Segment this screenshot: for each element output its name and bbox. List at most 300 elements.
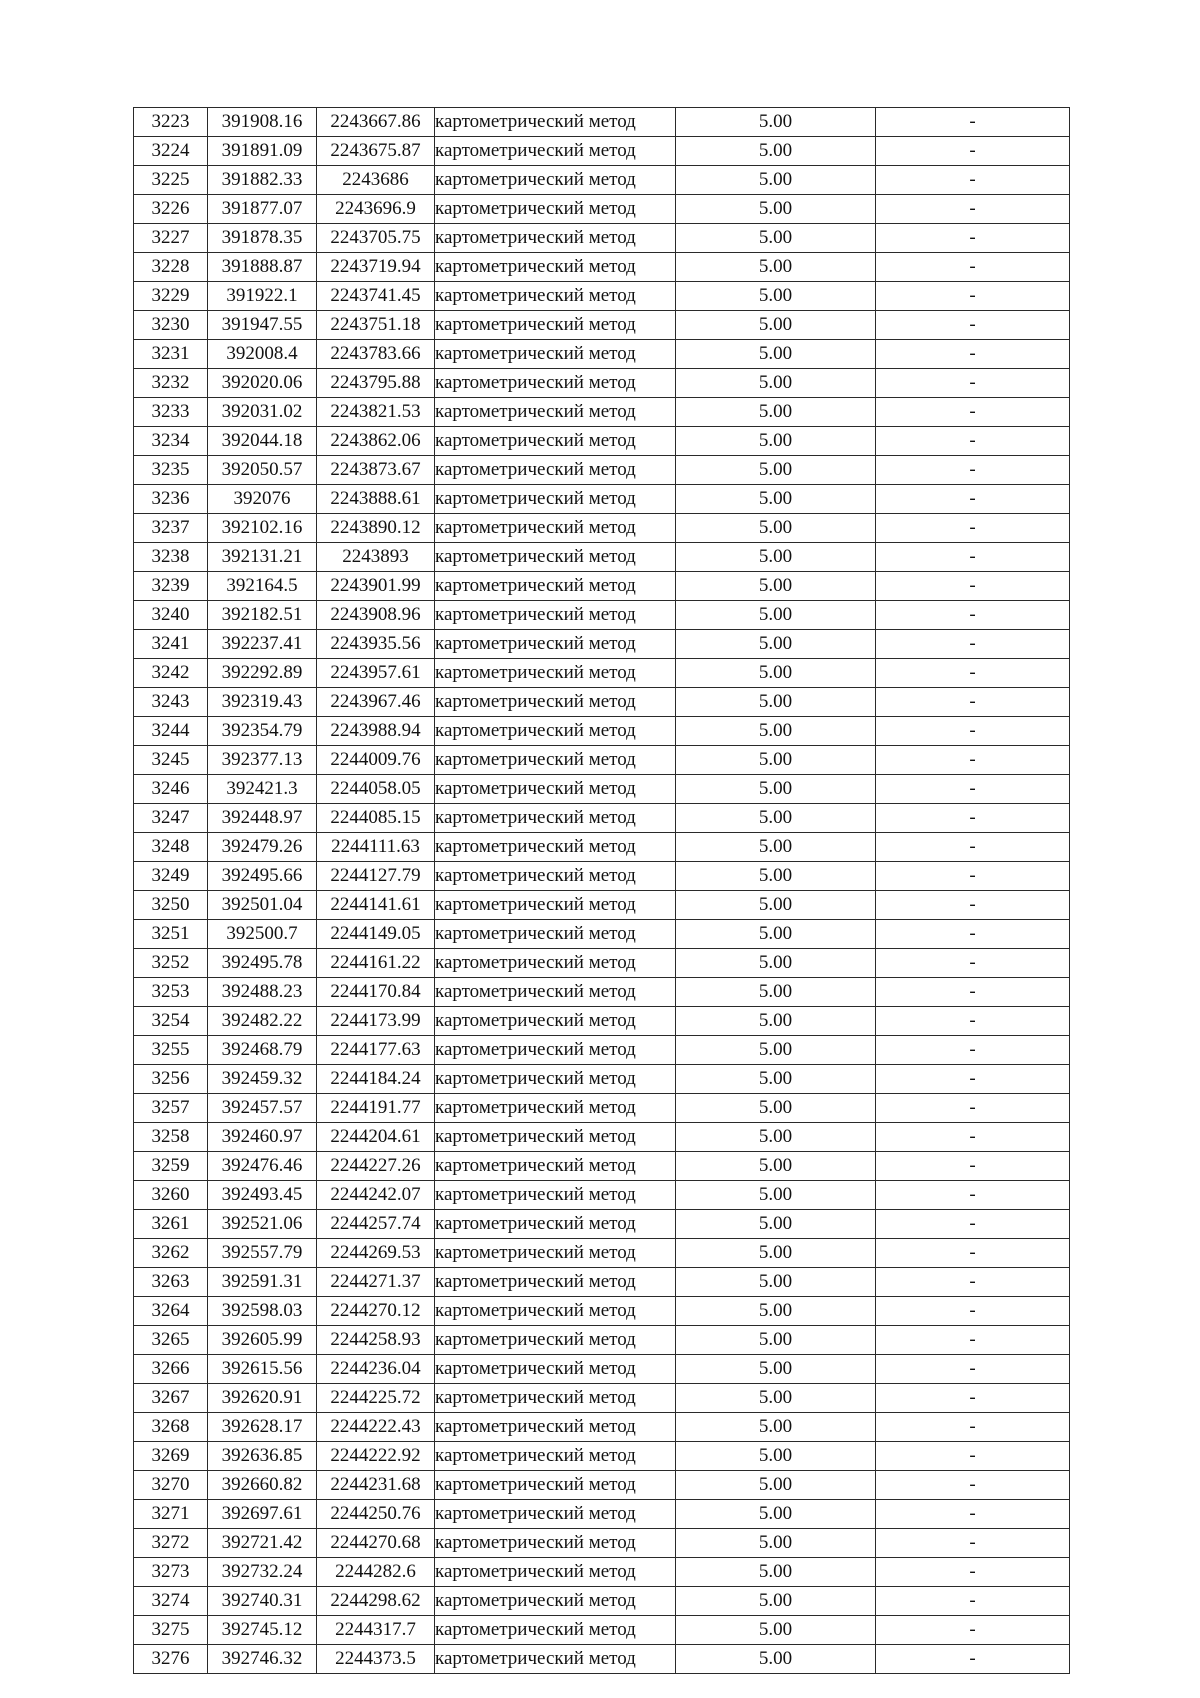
point-number-cell: 3268 <box>134 1413 208 1442</box>
accuracy-cell: 5.00 <box>676 311 876 340</box>
point-number-cell: 3248 <box>134 833 208 862</box>
accuracy-cell: 5.00 <box>676 1094 876 1123</box>
accuracy-cell: 5.00 <box>676 1645 876 1674</box>
table-row <box>134 137 1070 166</box>
x-coordinate-cell: 392164.5 <box>208 572 317 601</box>
table-row <box>134 1645 1070 1674</box>
point-number-cell: 3245 <box>134 746 208 775</box>
point-number-cell: 3237 <box>134 514 208 543</box>
accuracy-cell: 5.00 <box>676 804 876 833</box>
table-row <box>134 485 1070 514</box>
method-cell: картометрический метод <box>435 949 676 978</box>
table-row <box>134 746 1070 775</box>
accuracy-cell: 5.00 <box>676 1529 876 1558</box>
method-cell: картометрический метод <box>435 891 676 920</box>
table-row <box>134 659 1070 688</box>
point-number-cell: 3230 <box>134 311 208 340</box>
table-row <box>134 920 1070 949</box>
point-number-cell: 3227 <box>134 224 208 253</box>
method-cell: картометрический метод <box>435 456 676 485</box>
y-coordinate-cell: 2243705.75 <box>317 224 435 253</box>
table-row <box>134 543 1070 572</box>
accuracy-cell: 5.00 <box>676 485 876 514</box>
point-number-cell: 3229 <box>134 282 208 311</box>
y-coordinate-cell: 2244222.43 <box>317 1413 435 1442</box>
x-coordinate-cell: 392460.97 <box>208 1123 317 1152</box>
method-cell: картометрический метод <box>435 1529 676 1558</box>
table-row <box>134 630 1070 659</box>
x-coordinate-cell: 392319.43 <box>208 688 317 717</box>
accuracy-cell: 5.00 <box>676 282 876 311</box>
accuracy-cell: 5.00 <box>676 1181 876 1210</box>
point-number-cell: 3269 <box>134 1442 208 1471</box>
y-coordinate-cell: 2244269.53 <box>317 1239 435 1268</box>
x-coordinate-cell: 392488.23 <box>208 978 317 1007</box>
point-number-cell: 3226 <box>134 195 208 224</box>
point-number-cell: 3240 <box>134 601 208 630</box>
note-cell: - <box>876 920 1070 949</box>
y-coordinate-cell: 2243873.67 <box>317 456 435 485</box>
accuracy-cell: 5.00 <box>676 224 876 253</box>
note-cell: - <box>876 1268 1070 1297</box>
method-cell: картометрический метод <box>435 398 676 427</box>
note-cell: - <box>876 1587 1070 1616</box>
point-number-cell: 3252 <box>134 949 208 978</box>
point-number-cell: 3246 <box>134 775 208 804</box>
note-cell: - <box>876 717 1070 746</box>
method-cell: картометрический метод <box>435 1326 676 1355</box>
method-cell: картометрический метод <box>435 1123 676 1152</box>
y-coordinate-cell: 2244204.61 <box>317 1123 435 1152</box>
accuracy-cell: 5.00 <box>676 1471 876 1500</box>
y-coordinate-cell: 2244317.7 <box>317 1616 435 1645</box>
point-number-cell: 3274 <box>134 1587 208 1616</box>
note-cell: - <box>876 1036 1070 1065</box>
method-cell: картометрический метод <box>435 775 676 804</box>
y-coordinate-cell: 2244271.37 <box>317 1268 435 1297</box>
point-number-cell: 3242 <box>134 659 208 688</box>
method-cell: картометрический метод <box>435 166 676 195</box>
method-cell: картометрический метод <box>435 427 676 456</box>
method-cell: картометрический метод <box>435 1587 676 1616</box>
x-coordinate-cell: 392044.18 <box>208 427 317 456</box>
method-cell: картометрический метод <box>435 485 676 514</box>
y-coordinate-cell: 2243935.56 <box>317 630 435 659</box>
x-coordinate-cell: 391908.16 <box>208 108 317 137</box>
point-number-cell: 3265 <box>134 1326 208 1355</box>
note-cell: - <box>876 224 1070 253</box>
accuracy-cell: 5.00 <box>676 137 876 166</box>
x-coordinate-cell: 392500.7 <box>208 920 317 949</box>
accuracy-cell: 5.00 <box>676 1152 876 1181</box>
table-row <box>134 1500 1070 1529</box>
accuracy-cell: 5.00 <box>676 833 876 862</box>
table-row <box>134 1297 1070 1326</box>
point-number-cell: 3228 <box>134 253 208 282</box>
accuracy-cell: 5.00 <box>676 572 876 601</box>
table-row <box>134 1558 1070 1587</box>
point-number-cell: 3234 <box>134 427 208 456</box>
table-row <box>134 1326 1070 1355</box>
x-coordinate-cell: 391888.87 <box>208 253 317 282</box>
note-cell: - <box>876 949 1070 978</box>
y-coordinate-cell: 2244298.62 <box>317 1587 435 1616</box>
table-row <box>134 456 1070 485</box>
accuracy-cell: 5.00 <box>676 398 876 427</box>
note-cell: - <box>876 688 1070 717</box>
method-cell: картометрический метод <box>435 1210 676 1239</box>
point-number-cell: 3255 <box>134 1036 208 1065</box>
accuracy-cell: 5.00 <box>676 630 876 659</box>
accuracy-cell: 5.00 <box>676 1123 876 1152</box>
accuracy-cell: 5.00 <box>676 717 876 746</box>
point-number-cell: 3253 <box>134 978 208 1007</box>
accuracy-cell: 5.00 <box>676 1616 876 1645</box>
table-row <box>134 1355 1070 1384</box>
x-coordinate-cell: 391891.09 <box>208 137 317 166</box>
y-coordinate-cell: 2244227.26 <box>317 1152 435 1181</box>
table-row <box>134 1181 1070 1210</box>
table-row <box>134 1587 1070 1616</box>
note-cell: - <box>876 572 1070 601</box>
point-number-cell: 3250 <box>134 891 208 920</box>
x-coordinate-cell: 392740.31 <box>208 1587 317 1616</box>
x-coordinate-cell: 392501.04 <box>208 891 317 920</box>
method-cell: картометрический метод <box>435 108 676 137</box>
note-cell: - <box>876 543 1070 572</box>
accuracy-cell: 5.00 <box>676 1239 876 1268</box>
table-row <box>134 1616 1070 1645</box>
note-cell: - <box>876 456 1070 485</box>
table-row <box>134 1152 1070 1181</box>
y-coordinate-cell: 2243901.99 <box>317 572 435 601</box>
x-coordinate-cell: 392482.22 <box>208 1007 317 1036</box>
note-cell: - <box>876 1181 1070 1210</box>
y-coordinate-cell: 2243741.45 <box>317 282 435 311</box>
accuracy-cell: 5.00 <box>676 1065 876 1094</box>
note-cell: - <box>876 1645 1070 1674</box>
note-cell: - <box>876 1210 1070 1239</box>
method-cell: картометрический метод <box>435 1065 676 1094</box>
x-coordinate-cell: 392377.13 <box>208 746 317 775</box>
table-row <box>134 1413 1070 1442</box>
x-coordinate-cell: 392746.32 <box>208 1645 317 1674</box>
method-cell: картометрический метод <box>435 804 676 833</box>
accuracy-cell: 5.00 <box>676 688 876 717</box>
x-coordinate-cell: 392479.26 <box>208 833 317 862</box>
table-row <box>134 688 1070 717</box>
table-row <box>134 1529 1070 1558</box>
accuracy-cell: 5.00 <box>676 1442 876 1471</box>
accuracy-cell: 5.00 <box>676 862 876 891</box>
point-number-cell: 3243 <box>134 688 208 717</box>
accuracy-cell: 5.00 <box>676 659 876 688</box>
x-coordinate-cell: 392457.57 <box>208 1094 317 1123</box>
y-coordinate-cell: 2244225.72 <box>317 1384 435 1413</box>
table-row <box>134 1239 1070 1268</box>
x-coordinate-cell: 392495.66 <box>208 862 317 891</box>
point-number-cell: 3276 <box>134 1645 208 1674</box>
x-coordinate-cell: 392721.42 <box>208 1529 317 1558</box>
y-coordinate-cell: 2243821.53 <box>317 398 435 427</box>
x-coordinate-cell: 392745.12 <box>208 1616 317 1645</box>
accuracy-cell: 5.00 <box>676 746 876 775</box>
accuracy-cell: 5.00 <box>676 1036 876 1065</box>
method-cell: картометрический метод <box>435 659 676 688</box>
y-coordinate-cell: 2244242.07 <box>317 1181 435 1210</box>
method-cell: картометрический метод <box>435 862 676 891</box>
method-cell: картометрический метод <box>435 1152 676 1181</box>
method-cell: картометрический метод <box>435 920 676 949</box>
note-cell: - <box>876 1297 1070 1326</box>
y-coordinate-cell: 2244141.61 <box>317 891 435 920</box>
x-coordinate-cell: 392620.91 <box>208 1384 317 1413</box>
x-coordinate-cell: 392031.02 <box>208 398 317 427</box>
y-coordinate-cell: 2243783.66 <box>317 340 435 369</box>
method-cell: картометрический метод <box>435 1413 676 1442</box>
method-cell: картометрический метод <box>435 253 676 282</box>
point-number-cell: 3263 <box>134 1268 208 1297</box>
y-coordinate-cell: 2243893 <box>317 543 435 572</box>
note-cell: - <box>876 1355 1070 1384</box>
note-cell: - <box>876 659 1070 688</box>
y-coordinate-cell: 2243795.88 <box>317 369 435 398</box>
table-row <box>134 427 1070 456</box>
note-cell: - <box>876 282 1070 311</box>
x-coordinate-cell: 392182.51 <box>208 601 317 630</box>
x-coordinate-cell: 392102.16 <box>208 514 317 543</box>
y-coordinate-cell: 2244009.76 <box>317 746 435 775</box>
x-coordinate-cell: 392448.97 <box>208 804 317 833</box>
y-coordinate-cell: 2244257.74 <box>317 1210 435 1239</box>
table-row <box>134 717 1070 746</box>
method-cell: картометрический метод <box>435 1036 676 1065</box>
table-row <box>134 804 1070 833</box>
x-coordinate-cell: 391877.07 <box>208 195 317 224</box>
y-coordinate-cell: 2244127.79 <box>317 862 435 891</box>
table-row <box>134 108 1070 137</box>
point-number-cell: 3231 <box>134 340 208 369</box>
point-number-cell: 3232 <box>134 369 208 398</box>
method-cell: картометрический метод <box>435 514 676 543</box>
note-cell: - <box>876 833 1070 862</box>
table-row <box>134 775 1070 804</box>
y-coordinate-cell: 2244111.63 <box>317 833 435 862</box>
method-cell: картометрический метод <box>435 311 676 340</box>
accuracy-cell: 5.00 <box>676 949 876 978</box>
note-cell: - <box>876 804 1070 833</box>
accuracy-cell: 5.00 <box>676 427 876 456</box>
coordinates-table <box>133 107 1070 1674</box>
method-cell: картометрический метод <box>435 369 676 398</box>
accuracy-cell: 5.00 <box>676 1384 876 1413</box>
y-coordinate-cell: 2244058.05 <box>317 775 435 804</box>
note-cell: - <box>876 1442 1070 1471</box>
y-coordinate-cell: 2244184.24 <box>317 1065 435 1094</box>
table-row <box>134 282 1070 311</box>
method-cell: картометрический метод <box>435 978 676 1007</box>
table-row <box>134 1036 1070 1065</box>
x-coordinate-cell: 392237.41 <box>208 630 317 659</box>
point-number-cell: 3273 <box>134 1558 208 1587</box>
table-row <box>134 601 1070 630</box>
x-coordinate-cell: 392421.3 <box>208 775 317 804</box>
y-coordinate-cell: 2244258.93 <box>317 1326 435 1355</box>
table-row <box>134 833 1070 862</box>
point-number-cell: 3239 <box>134 572 208 601</box>
x-coordinate-cell: 392697.61 <box>208 1500 317 1529</box>
accuracy-cell: 5.00 <box>676 1355 876 1384</box>
x-coordinate-cell: 392521.06 <box>208 1210 317 1239</box>
method-cell: картометрический метод <box>435 1616 676 1645</box>
note-cell: - <box>876 1529 1070 1558</box>
table-row <box>134 1007 1070 1036</box>
accuracy-cell: 5.00 <box>676 920 876 949</box>
x-coordinate-cell: 392459.32 <box>208 1065 317 1094</box>
accuracy-cell: 5.00 <box>676 1297 876 1326</box>
method-cell: картометрический метод <box>435 1442 676 1471</box>
y-coordinate-cell: 2243719.94 <box>317 253 435 282</box>
table-row <box>134 1065 1070 1094</box>
table-row <box>134 1384 1070 1413</box>
accuracy-cell: 5.00 <box>676 166 876 195</box>
table-row <box>134 891 1070 920</box>
accuracy-cell: 5.00 <box>676 543 876 572</box>
note-cell: - <box>876 1007 1070 1036</box>
table-row <box>134 1268 1070 1297</box>
table-row <box>134 369 1070 398</box>
point-number-cell: 3272 <box>134 1529 208 1558</box>
note-cell: - <box>876 1384 1070 1413</box>
y-coordinate-cell: 2244236.04 <box>317 1355 435 1384</box>
note-cell: - <box>876 630 1070 659</box>
table-row <box>134 398 1070 427</box>
note-cell: - <box>876 1558 1070 1587</box>
x-coordinate-cell: 391947.55 <box>208 311 317 340</box>
y-coordinate-cell: 2244270.68 <box>317 1529 435 1558</box>
method-cell: картометрический метод <box>435 543 676 572</box>
accuracy-cell: 5.00 <box>676 1587 876 1616</box>
table-row <box>134 862 1070 891</box>
note-cell: - <box>876 398 1070 427</box>
note-cell: - <box>876 427 1070 456</box>
method-cell: картометрический метод <box>435 688 676 717</box>
note-cell: - <box>876 1413 1070 1442</box>
point-number-cell: 3271 <box>134 1500 208 1529</box>
accuracy-cell: 5.00 <box>676 1500 876 1529</box>
point-number-cell: 3249 <box>134 862 208 891</box>
note-cell: - <box>876 1239 1070 1268</box>
note-cell: - <box>876 195 1070 224</box>
point-number-cell: 3223 <box>134 108 208 137</box>
x-coordinate-cell: 391878.35 <box>208 224 317 253</box>
y-coordinate-cell: 2244170.84 <box>317 978 435 1007</box>
method-cell: картометрический метод <box>435 1384 676 1413</box>
method-cell: картометрический метод <box>435 572 676 601</box>
note-cell: - <box>876 862 1070 891</box>
method-cell: картометрический метод <box>435 1239 676 1268</box>
x-coordinate-cell: 392354.79 <box>208 717 317 746</box>
x-coordinate-cell: 392605.99 <box>208 1326 317 1355</box>
point-number-cell: 3267 <box>134 1384 208 1413</box>
x-coordinate-cell: 392628.17 <box>208 1413 317 1442</box>
note-cell: - <box>876 485 1070 514</box>
y-coordinate-cell: 2243908.96 <box>317 601 435 630</box>
x-coordinate-cell: 392076 <box>208 485 317 514</box>
table-row <box>134 224 1070 253</box>
x-coordinate-cell: 391922.1 <box>208 282 317 311</box>
method-cell: картометрический метод <box>435 601 676 630</box>
y-coordinate-cell: 2243957.61 <box>317 659 435 688</box>
note-cell: - <box>876 1326 1070 1355</box>
table-body <box>134 108 1070 1674</box>
x-coordinate-cell: 392591.31 <box>208 1268 317 1297</box>
note-cell: - <box>876 340 1070 369</box>
note-cell: - <box>876 1152 1070 1181</box>
y-coordinate-cell: 2244250.76 <box>317 1500 435 1529</box>
method-cell: картометрический метод <box>435 630 676 659</box>
note-cell: - <box>876 1471 1070 1500</box>
y-coordinate-cell: 2244085.15 <box>317 804 435 833</box>
method-cell: картометрический метод <box>435 1355 676 1384</box>
x-coordinate-cell: 392598.03 <box>208 1297 317 1326</box>
accuracy-cell: 5.00 <box>676 775 876 804</box>
y-coordinate-cell: 2244222.92 <box>317 1442 435 1471</box>
note-cell: - <box>876 514 1070 543</box>
accuracy-cell: 5.00 <box>676 1326 876 1355</box>
method-cell: картометрический метод <box>435 717 676 746</box>
table-row <box>134 949 1070 978</box>
accuracy-cell: 5.00 <box>676 1268 876 1297</box>
accuracy-cell: 5.00 <box>676 340 876 369</box>
x-coordinate-cell: 392732.24 <box>208 1558 317 1587</box>
point-number-cell: 3259 <box>134 1152 208 1181</box>
x-coordinate-cell: 392636.85 <box>208 1442 317 1471</box>
point-number-cell: 3254 <box>134 1007 208 1036</box>
y-coordinate-cell: 2243888.61 <box>317 485 435 514</box>
table-row <box>134 166 1070 195</box>
table-row <box>134 1123 1070 1152</box>
x-coordinate-cell: 392557.79 <box>208 1239 317 1268</box>
point-number-cell: 3236 <box>134 485 208 514</box>
x-coordinate-cell: 392008.4 <box>208 340 317 369</box>
point-number-cell: 3256 <box>134 1065 208 1094</box>
point-number-cell: 3241 <box>134 630 208 659</box>
note-cell: - <box>876 1094 1070 1123</box>
y-coordinate-cell: 2243696.9 <box>317 195 435 224</box>
y-coordinate-cell: 2244282.6 <box>317 1558 435 1587</box>
point-number-cell: 3266 <box>134 1355 208 1384</box>
accuracy-cell: 5.00 <box>676 108 876 137</box>
accuracy-cell: 5.00 <box>676 1558 876 1587</box>
point-number-cell: 3251 <box>134 920 208 949</box>
point-number-cell: 3257 <box>134 1094 208 1123</box>
table-row <box>134 572 1070 601</box>
accuracy-cell: 5.00 <box>676 514 876 543</box>
accuracy-cell: 5.00 <box>676 456 876 485</box>
point-number-cell: 3225 <box>134 166 208 195</box>
y-coordinate-cell: 2244373.5 <box>317 1645 435 1674</box>
point-number-cell: 3235 <box>134 456 208 485</box>
method-cell: картометрический метод <box>435 282 676 311</box>
accuracy-cell: 5.00 <box>676 1210 876 1239</box>
point-number-cell: 3247 <box>134 804 208 833</box>
x-coordinate-cell: 392050.57 <box>208 456 317 485</box>
y-coordinate-cell: 2244231.68 <box>317 1471 435 1500</box>
table-row <box>134 1210 1070 1239</box>
point-number-cell: 3224 <box>134 137 208 166</box>
method-cell: картометрический метод <box>435 137 676 166</box>
